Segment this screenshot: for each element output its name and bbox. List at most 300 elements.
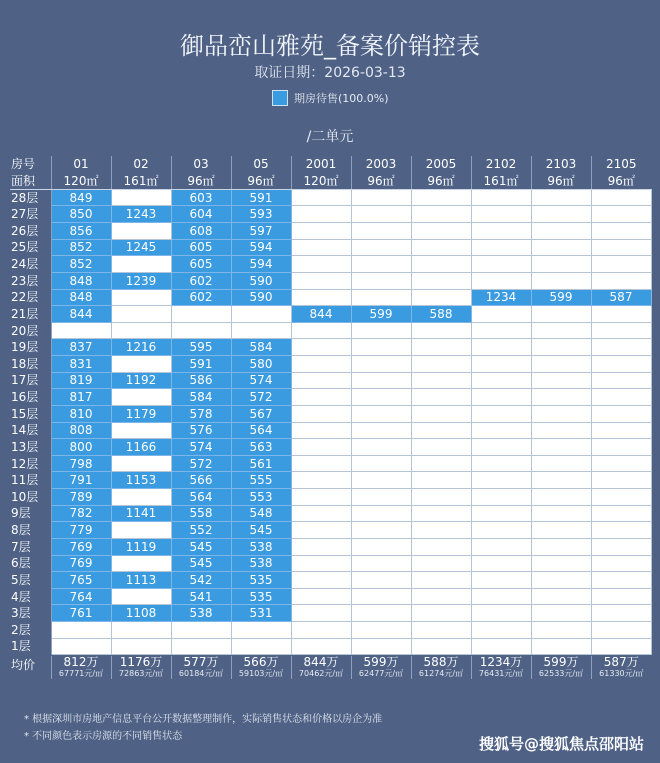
floor-row: [10, 439, 651, 456]
floor-label: 12层: [10, 455, 51, 472]
room-number: 2105: [591, 156, 651, 173]
unit-cell-empty: [471, 522, 531, 539]
unit-cell-empty: [591, 622, 651, 639]
unit-cell-empty: [291, 572, 351, 589]
unit-price-cell: 817: [51, 389, 111, 406]
unit-cell-empty: [591, 422, 651, 439]
unit-price-cell: 769: [51, 555, 111, 572]
unit-cell-empty: [591, 605, 651, 622]
unit-cell-empty: [351, 206, 411, 223]
unit-cell-empty: [531, 638, 591, 655]
average-row: [10, 656, 651, 679]
floor-label: 14层: [10, 422, 51, 439]
unit-cell-empty: [351, 638, 411, 655]
unit-cell-empty: [51, 622, 111, 639]
unit-cell-empty: [471, 189, 531, 206]
unit-cell-empty: [531, 588, 591, 605]
unit-cell-empty: [591, 555, 651, 572]
unit-price-cell: 535: [231, 588, 291, 605]
unit-price-cell: 545: [171, 555, 231, 572]
average-unit-price: 60184元/㎡: [178, 669, 224, 678]
average-unit-price: 61274元/㎡: [418, 669, 464, 678]
unit-cell-empty: [531, 422, 591, 439]
unit-cell-empty: [411, 422, 471, 439]
unit-cell-empty: [231, 638, 291, 655]
unit-cell-empty: [411, 356, 471, 373]
unit-cell-empty: [351, 189, 411, 206]
unit-cell-empty: [591, 223, 651, 240]
unit-price-cell: 564: [171, 489, 231, 506]
unit-price-cell: 831: [51, 356, 111, 373]
floor-row: [10, 405, 651, 422]
unit-cell-empty: [591, 389, 651, 406]
watermark: 搜狐号@搜狐焦点邵阳站: [478, 735, 644, 753]
unit-cell-empty: [471, 439, 531, 456]
floor-row: [10, 572, 651, 589]
unit-cell-empty: [351, 256, 411, 273]
unit-cell-empty: [591, 522, 651, 539]
floor-row: [10, 489, 651, 506]
unit-cell-empty: [471, 489, 531, 506]
unit-cell-empty: [471, 572, 531, 589]
unit-price-cell: 531: [231, 605, 291, 622]
average-cell: [291, 656, 351, 679]
unit-price-cell: 848: [51, 272, 111, 289]
unit-price-cell: 769: [51, 538, 111, 555]
unit-price-cell: 580: [231, 356, 291, 373]
unit-cell-empty: [471, 622, 531, 639]
footnote: * 不同颜色表示房源的不同销售状态: [24, 731, 183, 742]
unit-cell-empty: [351, 505, 411, 522]
unit-cell-empty: [471, 538, 531, 555]
unit-cell-empty: [471, 389, 531, 406]
unit-cell-empty: [471, 306, 531, 323]
unit-price-cell: 782: [51, 505, 111, 522]
unit-price-cell: 1245: [111, 239, 171, 256]
unit-cell-empty: [471, 223, 531, 240]
unit-cell-empty: [411, 505, 471, 522]
unit-cell-empty: [111, 638, 171, 655]
unit-cell-empty: [591, 356, 651, 373]
unit-price-cell: 553: [231, 489, 291, 506]
unit-price-cell: 844: [291, 306, 351, 323]
unit-cell-empty: [531, 455, 591, 472]
unit-cell-empty: [291, 372, 351, 389]
unit-cell-empty: [291, 189, 351, 206]
floor-label: 10层: [10, 489, 51, 506]
unit-cell-empty: [351, 522, 411, 539]
unit-price-cell: 1153: [111, 472, 171, 489]
unit-cell-empty: [291, 339, 351, 356]
unit-price-cell: 1179: [111, 405, 171, 422]
unit-cell-empty: [111, 256, 171, 273]
unit-cell-empty: [411, 605, 471, 622]
unit-cell-empty: [531, 405, 591, 422]
average-unit-price: 59103元/㎡: [238, 669, 284, 678]
unit-cell-empty: [531, 522, 591, 539]
floor-label: 5层: [10, 572, 51, 589]
unit-price-cell: 555: [231, 472, 291, 489]
unit-cell-empty: [351, 455, 411, 472]
average-total-price: 599万: [543, 655, 579, 669]
unit-price-cell: 789: [51, 489, 111, 506]
unit-cell-empty: [171, 638, 231, 655]
unit-cell-empty: [531, 472, 591, 489]
unit-cell-empty: [531, 505, 591, 522]
room-area: 96㎡: [531, 173, 591, 190]
unit-cell-empty: [531, 489, 591, 506]
unit-cell-empty: [111, 555, 171, 572]
floor-label: 9层: [10, 505, 51, 522]
unit-price-cell: 1113: [111, 572, 171, 589]
unit-cell-empty: [291, 588, 351, 605]
floor-label: 23层: [10, 272, 51, 289]
room-area: 96㎡: [351, 173, 411, 190]
unit-cell-empty: [471, 322, 531, 339]
floor-label: 15层: [10, 405, 51, 422]
unit-price-cell: 1108: [111, 605, 171, 622]
unit-price-cell: 849: [51, 189, 111, 206]
unit-cell-empty: [351, 339, 411, 356]
unit-cell-empty: [531, 306, 591, 323]
unit-price-cell: 605: [171, 256, 231, 273]
unit-cell-empty: [291, 605, 351, 622]
unit-cell-empty: [411, 189, 471, 206]
unit-cell-empty: [591, 339, 651, 356]
unit-cell-empty: [531, 239, 591, 256]
floor-row: [10, 422, 651, 439]
average-total-price: 577万: [183, 655, 219, 669]
average-cell: [111, 656, 171, 679]
unit-cell-empty: [471, 605, 531, 622]
average-total-price: 844万: [303, 655, 339, 669]
unit-cell-empty: [291, 356, 351, 373]
floor-row: [10, 239, 651, 256]
floor-row: [10, 588, 651, 605]
average-unit-price: 72863元/㎡: [118, 669, 164, 678]
unit-cell-empty: [171, 306, 231, 323]
floor-label: 3层: [10, 605, 51, 622]
floor-row: [10, 555, 651, 572]
floor-row: [10, 256, 651, 273]
unit-cell-empty: [351, 272, 411, 289]
room-area: 161㎡: [111, 173, 171, 190]
unit-cell-empty: [411, 555, 471, 572]
unit-price-cell: 850: [51, 206, 111, 223]
issue-date: 取证日期：2026-03-13: [254, 65, 406, 81]
floor-row: [10, 638, 651, 655]
unit-price-cell: 1243: [111, 206, 171, 223]
unit-cell-empty: [111, 322, 171, 339]
average-cell: [531, 656, 591, 679]
unit-cell-empty: [291, 489, 351, 506]
floor-label: 24层: [10, 256, 51, 273]
unit-cell-empty: [591, 472, 651, 489]
unit-cell-empty: [531, 322, 591, 339]
legend-label: 期房待售(100.0%): [294, 92, 389, 105]
unit-price-cell: 561: [231, 455, 291, 472]
unit-cell-empty: [351, 405, 411, 422]
average-total-price: 812万: [63, 655, 99, 669]
floor-row: [10, 189, 651, 206]
unit-price-cell: 586: [171, 372, 231, 389]
unit-cell-empty: [351, 322, 411, 339]
unit-price-cell: 587: [591, 289, 651, 306]
average-unit-price: 67771元/㎡: [58, 669, 104, 678]
unit-cell-empty: [351, 223, 411, 240]
average-total-price: 588万: [423, 655, 459, 669]
unit-cell-empty: [531, 389, 591, 406]
unit-cell-empty: [411, 223, 471, 240]
unit-price-cell: 848: [51, 289, 111, 306]
unit-price-cell: 591: [231, 189, 291, 206]
unit-cell-empty: [591, 489, 651, 506]
room-number: 2005: [411, 156, 471, 173]
floor-label: 26层: [10, 223, 51, 240]
unit-price-cell: 761: [51, 605, 111, 622]
unit-cell-empty: [351, 422, 411, 439]
unit-price-cell: 608: [171, 223, 231, 240]
unit-cell-empty: [471, 588, 531, 605]
unit-cell-empty: [351, 555, 411, 572]
floor-row: [10, 472, 651, 489]
legend-swatch: [272, 90, 288, 106]
unit-price-cell: 808: [51, 422, 111, 439]
unit-cell-empty: [291, 538, 351, 555]
unit-cell-empty: [471, 505, 531, 522]
unit-cell-empty: [291, 505, 351, 522]
unit-cell-empty: [591, 505, 651, 522]
average-label: 均价: [11, 658, 36, 672]
floor-label: 2层: [10, 622, 51, 639]
room-number: 03: [171, 156, 231, 173]
unit-cell-empty: [411, 622, 471, 639]
floor-row: [10, 289, 651, 306]
unit-cell-empty: [591, 189, 651, 206]
unit-cell-empty: [411, 389, 471, 406]
unit-price-cell: 563: [231, 439, 291, 456]
unit-price-cell: 599: [531, 289, 591, 306]
page-title: 御品峦山雅苑_备案价销控表: [180, 32, 480, 60]
unit-cell-empty: [351, 356, 411, 373]
unit-price-cell: 572: [171, 455, 231, 472]
unit-cell-empty: [291, 638, 351, 655]
unit-cell-empty: [351, 389, 411, 406]
average-unit-price: 61330元/㎡: [599, 669, 644, 678]
unit-price-cell: 584: [171, 389, 231, 406]
average-unit-price: 70462元/㎡: [298, 669, 344, 678]
average-total-price: 566万: [243, 655, 279, 669]
unit-price-cell: 541: [171, 588, 231, 605]
unit-cell-empty: [471, 256, 531, 273]
average-cell: [51, 656, 111, 679]
unit-cell-empty: [531, 189, 591, 206]
average-unit-price: 76431元/㎡: [478, 669, 524, 678]
floor-label: 18层: [10, 356, 51, 373]
unit-cell-empty: [471, 206, 531, 223]
unit-cell-empty: [351, 572, 411, 589]
floor-label: 6层: [10, 555, 51, 572]
unit-price-cell: 798: [51, 455, 111, 472]
unit-cell-empty: [291, 322, 351, 339]
unit-price-cell: 852: [51, 256, 111, 273]
unit-price-cell: 588: [411, 306, 471, 323]
unit-cell-empty: [591, 372, 651, 389]
sales-control-table: [10, 156, 652, 655]
unit-cell-empty: [291, 223, 351, 240]
unit-cell-empty: [291, 455, 351, 472]
unit-price-cell: 595: [171, 339, 231, 356]
footnote: * 根据深圳市房地产信息平台公开数据整理制作，实际销售状态和价格以房企为准: [24, 714, 383, 725]
unit-price-cell: 603: [171, 189, 231, 206]
floor-label: 1层: [10, 638, 51, 655]
room-number: 05: [231, 156, 291, 173]
unit-cell-empty: [411, 489, 471, 506]
unit-price-cell: 599: [351, 306, 411, 323]
average-cell: [591, 656, 651, 679]
unit-cell-empty: [111, 588, 171, 605]
unit-cell-empty: [411, 405, 471, 422]
footnotes: [24, 711, 382, 745]
unit-cell-empty: [531, 439, 591, 456]
unit-cell-empty: [411, 472, 471, 489]
room-number: 2001: [291, 156, 351, 173]
unit-cell-empty: [111, 522, 171, 539]
unit-cell-empty: [471, 422, 531, 439]
unit-cell-empty: [471, 472, 531, 489]
unit-price-cell: 545: [231, 522, 291, 539]
average-price-table: [10, 656, 651, 679]
unit-cell-empty: [531, 256, 591, 273]
unit-cell-empty: [591, 306, 651, 323]
room-area: 96㎡: [231, 173, 291, 190]
room-area: 96㎡: [591, 173, 651, 190]
average-unit-price: 62477元/㎡: [358, 669, 404, 678]
unit-cell-empty: [411, 272, 471, 289]
unit-price-cell: 1192: [111, 372, 171, 389]
unit-cell-empty: [531, 223, 591, 240]
header-row-room: [10, 156, 651, 173]
unit-price-cell: 1166: [111, 439, 171, 456]
floor-label: 19层: [10, 339, 51, 356]
unit-cell-empty: [591, 538, 651, 555]
floor-row: [10, 522, 651, 539]
unit-cell-empty: [111, 455, 171, 472]
unit-cell-empty: [411, 439, 471, 456]
unit-cell-empty: [351, 372, 411, 389]
floor-label: 13层: [10, 439, 51, 456]
floor-label: 25层: [10, 239, 51, 256]
unit-cell-empty: [111, 306, 171, 323]
unit-price-cell: 538: [171, 605, 231, 622]
unit-price-cell: 594: [231, 239, 291, 256]
unit-cell-empty: [291, 239, 351, 256]
unit-cell-empty: [231, 322, 291, 339]
unit-cell-empty: [291, 439, 351, 456]
room-number: 2102: [471, 156, 531, 173]
floor-row: [10, 605, 651, 622]
unit-price-cell: 1239: [111, 272, 171, 289]
unit-cell-empty: [291, 405, 351, 422]
average-total-price: 599万: [363, 655, 399, 669]
floor-label: 4层: [10, 588, 51, 605]
unit-cell-empty: [411, 455, 471, 472]
floor-row: [10, 389, 651, 406]
unit-cell-empty: [471, 372, 531, 389]
unit-cell-empty: [291, 622, 351, 639]
unit-cell-empty: [351, 605, 411, 622]
unit-cell-empty: [471, 356, 531, 373]
unit-price-cell: 852: [51, 239, 111, 256]
unit-price-cell: 791: [51, 472, 111, 489]
unit-cell-empty: [531, 605, 591, 622]
unit-price-cell: 800: [51, 439, 111, 456]
unit-cell-empty: [411, 538, 471, 555]
average-total-price: 587万: [603, 655, 639, 669]
average-total-price: 1176万: [119, 655, 163, 669]
unit-cell-empty: [411, 256, 471, 273]
floor-row: [10, 538, 651, 555]
unit-cell-empty: [411, 289, 471, 306]
unit-price-cell: 578: [171, 405, 231, 422]
unit-cell-empty: [111, 489, 171, 506]
room-number: 01: [51, 156, 111, 173]
unit-price-cell: 1216: [111, 339, 171, 356]
unit-cell-empty: [531, 356, 591, 373]
unit-cell-empty: [531, 538, 591, 555]
unit-cell-empty: [411, 372, 471, 389]
unit-price-cell: 844: [51, 306, 111, 323]
floor-label: 8层: [10, 522, 51, 539]
room-area: 120㎡: [291, 173, 351, 190]
unit-cell-empty: [411, 322, 471, 339]
floor-row: [10, 505, 651, 522]
unit-price-cell: 819: [51, 372, 111, 389]
unit-title: /二单元: [306, 129, 354, 145]
unit-cell-empty: [591, 572, 651, 589]
unit-cell-empty: [591, 588, 651, 605]
unit-price-cell: 548: [231, 505, 291, 522]
unit-cell-empty: [351, 588, 411, 605]
unit-cell-empty: [471, 272, 531, 289]
unit-price-cell: 574: [231, 372, 291, 389]
unit-price-cell: 856: [51, 223, 111, 240]
unit-cell-empty: [291, 472, 351, 489]
room-number: 2103: [531, 156, 591, 173]
unit-cell-empty: [231, 306, 291, 323]
unit-cell-empty: [411, 638, 471, 655]
unit-price-cell: 567: [231, 405, 291, 422]
average-cell: [411, 656, 471, 679]
room-area: 96㎡: [411, 173, 471, 190]
area-header-label: 面积: [10, 173, 51, 190]
unit-cell-empty: [291, 289, 351, 306]
room-area: 96㎡: [171, 173, 231, 190]
floor-row: [10, 206, 651, 223]
unit-price-cell: 572: [231, 389, 291, 406]
unit-cell-empty: [291, 389, 351, 406]
floor-label: 17层: [10, 372, 51, 389]
unit-price-cell: 602: [171, 289, 231, 306]
floor-label: 11层: [10, 472, 51, 489]
average-cell: [171, 656, 231, 679]
room-number: 2003: [351, 156, 411, 173]
unit-cell-empty: [351, 622, 411, 639]
unit-cell-empty: [471, 339, 531, 356]
unit-cell-empty: [531, 272, 591, 289]
unit-cell-empty: [471, 455, 531, 472]
unit-price-cell: 837: [51, 339, 111, 356]
